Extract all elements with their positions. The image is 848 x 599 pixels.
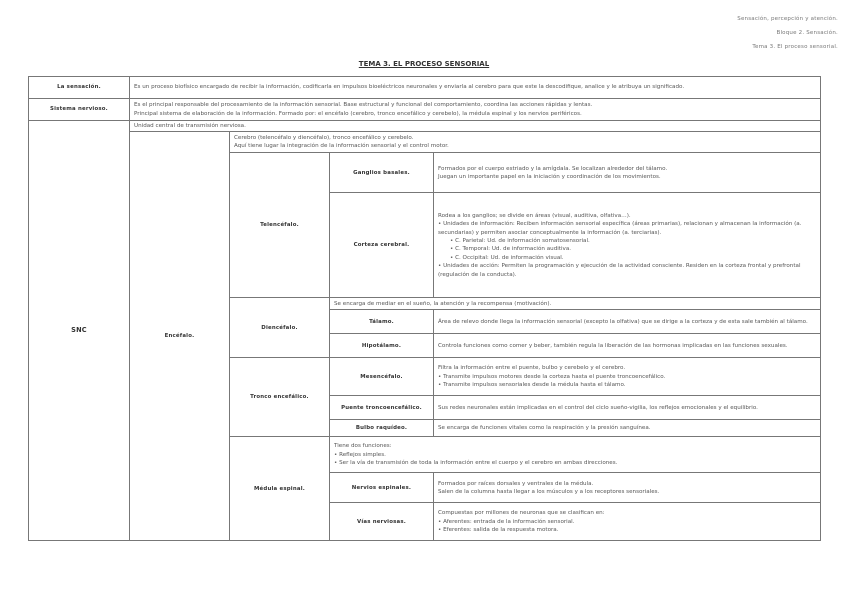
text-medula [330, 437, 821, 473]
vias-line-3: • Eferentes: salida de la respuesta motora. [438, 527, 559, 534]
mesencefalo-line-2: • Transmite impulsos motores desde la corteza hasta el puente troncoencefálico. [438, 373, 666, 380]
header-block: Bloque 2. Sensación. [776, 30, 838, 36]
medula-line-1: Tiene dos funciones: [334, 443, 392, 450]
label-bulbo: Bulbo raquídeo. [330, 420, 434, 437]
label-sensacion: La sensación. [29, 77, 130, 99]
encefalo-line-2: Aquí tiene lugar la integración de la información sensorial y el control motor. [234, 143, 449, 150]
text-bulbo: Se encarga de funciones vitales como la respiración y la presión sanguínea. [434, 420, 821, 437]
label-telencefalo: Telencéfalo. [230, 153, 330, 298]
medula-line-3: • Ser la vía de transmisión de toda la información entre el cuerpo y el cerebro en ambas direcciones. [334, 460, 618, 467]
vias-line-2: • Aferentes: entrada de la información sensorial. [438, 518, 575, 525]
text-encefalo [230, 132, 821, 153]
corteza-line-1: Rodea a los ganglios; se divide en áreas (visual, auditiva, olfativa…). [438, 212, 631, 219]
label-vias: Vías nerviosas. [330, 503, 434, 541]
label-sistema-nervioso: Sistema nervioso. [29, 99, 130, 121]
label-nervios: Nervios espinales. [330, 473, 434, 503]
text-corteza [434, 193, 821, 298]
ganglios-line-1: Formados por el cuerpo estriado y la amígdala. Se localizan alrededor del tálamo. [438, 165, 668, 172]
text-vias [434, 503, 821, 541]
text-snc: Unidad central de transmisión nerviosa. [130, 121, 821, 132]
row-sistema-nervioso [29, 99, 821, 121]
encefalo-line-1: Cerebro (telencéfalo y diencéfalo), tronco encefálico y cerebelo. [234, 135, 414, 141]
label-mesencefalo: Mesencéfalo. [330, 358, 434, 396]
text-diencefalo: Se encarga de mediar en el sueño, la atención y la recompensa (motivación). [330, 298, 821, 310]
nervios-line-1: Formados por raíces dorsales y ventrales de la médula. [438, 480, 594, 487]
row-snc [29, 121, 821, 132]
text-ganglios [434, 153, 821, 193]
content-table [28, 76, 821, 541]
text-puente: Sus redes neuronales están implicadas en el control del ciclo sueño-vigilia, los reflejos emocionales y el equilibrio. [434, 396, 821, 420]
corteza-line-5: • C. Occipital: Ud. de información visual. [450, 254, 564, 261]
label-tronco: Tronco encefálico. [230, 358, 330, 437]
header-course: Sensación, percepción y atención. [737, 16, 838, 22]
sistema-line-1: Es el principal responsable del procesamiento de la información sensorial. Base estructural y funcional del comportamiento, coordina las acciones rápidas y lentas. [134, 102, 593, 109]
text-nervios [434, 473, 821, 503]
row-sensacion [29, 77, 821, 99]
label-hipotalamo: Hipotálamo. [330, 334, 434, 358]
vias-line-1: Compuestas por millones de neuronas que se clasifican en: [438, 510, 605, 517]
medula-line-2: • Reflejos simples. [334, 451, 386, 458]
label-encefalo: Encéfalo. [130, 132, 230, 541]
label-talamo: Tálamo. [330, 310, 434, 334]
text-hipotalamo: Controla funciones como comer y beber, también regula la liberación de las hormonas implicadas en las funciones sexuales. [434, 334, 821, 358]
text-sistema-nervioso [130, 99, 821, 121]
text-sensacion: Es un proceso biofísico encargado de recibir la información, codificarla en impulsos bioeléctricos neuronales y enviarla al cerebro para que este la descodifique, analice y le atribuya un significado. [130, 77, 821, 99]
corteza-line-3: • C. Parietal: Ud. de información somatosensorial. [450, 238, 590, 244]
text-mesencefalo [434, 358, 821, 396]
label-snc: SNC [29, 121, 130, 541]
label-medula: Médula espinal. [230, 437, 330, 541]
label-diencefalo: Diencéfalo. [230, 298, 330, 358]
corteza-line-4: • C. Temporal: Ud. de información auditiva. [450, 246, 572, 253]
label-puente: Puente troncoencefálico. [330, 396, 434, 420]
sistema-line-2: Principal sistema de elaboración de la información. Formado por: el encéfalo (cerebro, tronco encefálico y cerebelo), la médula espinal y los nervios periféricos. [134, 110, 582, 117]
nervios-line-2: Salen de la columna hasta llegar a los músculos y a los receptores sensoriales. [438, 488, 660, 495]
corteza-line-6: • Unidades de acción: Permiten la programación y ejecución de la actividad consciente. Residen en la corteza frontal y prefrontal (regulación de la conducta). [438, 263, 801, 278]
mesencefalo-line-3: • Transmite impulsos sensoriales desde la médula hasta el tálamo. [438, 382, 626, 389]
label-ganglios: Ganglios basales. [330, 153, 434, 193]
text-talamo: Área de relevo donde llega la información sensorial (excepto la olfativa) que se dirige a la corteza y de esta sale también al tálamo. [434, 310, 821, 334]
mesencefalo-line-1: Filtra la información entre el puente, bulbo y cerebelo y el cerebro. [438, 365, 626, 372]
header-topic: Tema 3. El proceso sensorial. [752, 44, 838, 50]
ganglios-line-2: Juegan un importante papel en la iniciación y coordinación de los movimientos. [438, 173, 661, 180]
corteza-line-2: • Unidades de información: Reciben información sensorial específica (áreas primarias), relacionan y almacenan la información (a. secundarias) y permiten asociar conceptualmente la información (a. terciarias). [438, 221, 802, 236]
row-encefalo [29, 132, 821, 153]
label-corteza: Corteza cerebral. [330, 193, 434, 298]
page-title: TEMA 3. EL PROCESO SENSORIAL [358, 60, 490, 68]
